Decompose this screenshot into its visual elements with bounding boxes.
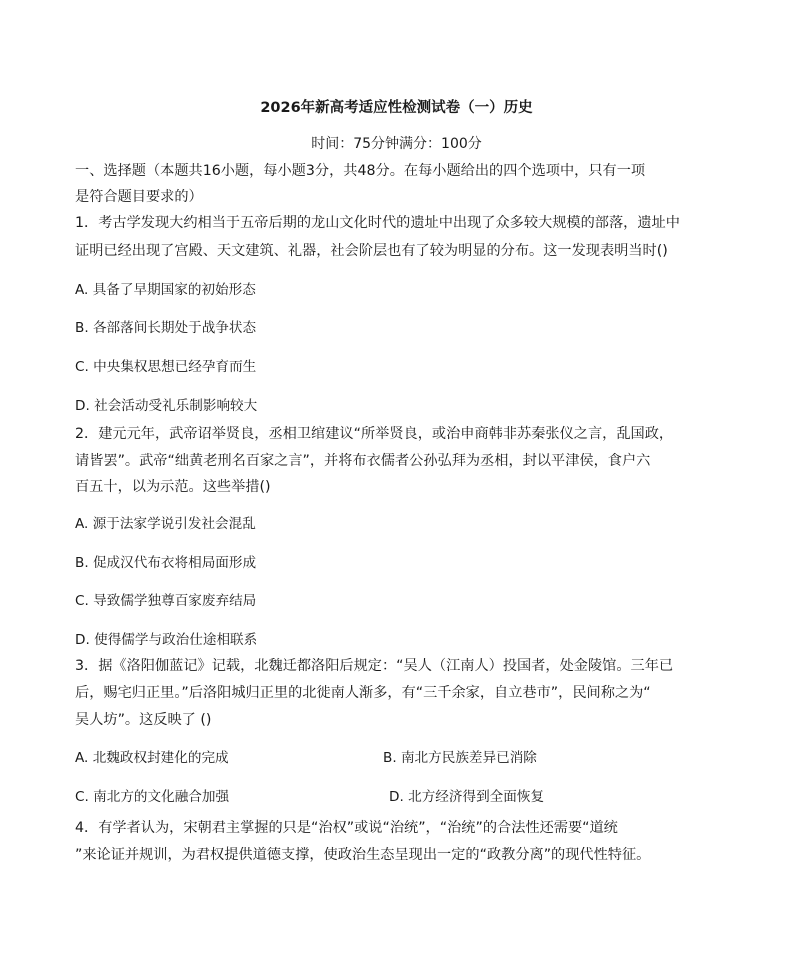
- exam-subtitle: 时间：75分钟满分：100分: [311, 136, 482, 152]
- question-2-line-3: 百五十，以为示范。这些举措(): [75, 479, 271, 495]
- question-2-line-1: 2．建元元年，武帝诏举贤良，丞相卫绾建议“所举贤良，或治申商韩非苏秦张仪之言，乱国政，: [75, 426, 674, 442]
- question-1-option-d: D. 社会活动受礼乐制影响较大: [75, 398, 258, 414]
- question-1-line-2: 证明已经出现了宫殿、天文建筑、礼器，社会阶层也有了较为明显的分布。这一发现表明当时(): [75, 243, 668, 259]
- question-1-option-a: A. 具备了早期国家的初始形态: [75, 282, 256, 298]
- section-instructions-line-1: 一、选择题（本题共16小题，每小题3分，共48分。在每小题给出的四个选项中，只有一项: [75, 163, 646, 179]
- question-4-line-1: 4．有学者认为，宋朝君主掌握的只是“治权”或说“治统”，“治统”的合法性还需要“道统: [75, 820, 618, 836]
- question-3-line-2: 后，赐宅归正里。”后洛阳城归正里的北徙南人渐多，有“三千余家，自立巷市”，民间称之为“: [75, 685, 651, 701]
- question-1-option-c: C. 中央集权思想已经孕育而生: [75, 359, 257, 375]
- question-2-line-2: 请皆罢”。武帝“绌黄老刑名百家之言”，并将布衣儒者公孙弘拜为丞相，封以平津侯，食户六: [75, 453, 651, 469]
- question-3-option-c: C. 南北方的文化融合加强: [75, 789, 230, 805]
- exam-title: 2026年新高考适应性检测试卷（一）历史: [260, 100, 533, 116]
- question-3-line-3: 吴人坊”。这反映了 (): [75, 712, 212, 728]
- question-2-option-d: D. 使得儒学与政治仕途相联系: [75, 632, 258, 648]
- question-1-option-b: B. 各部落间长期处于战争状态: [75, 320, 257, 336]
- question-3-option-a: A. 北魏政权封建化的完成: [75, 750, 229, 766]
- question-3-option-d: D. 北方经济得到全面恢复: [389, 789, 545, 805]
- question-3-option-b: B. 南北方民族差异已消除: [383, 750, 537, 766]
- question-3-line-1: 3．据《洛阳伽蓝记》记载，北魏迁都洛阳后规定：“吴人（江南人）投国者，处金陵馆。三年已: [75, 658, 674, 674]
- question-4-line-2: ”来论证并规训，为君权提供道德支撑，使政治生态呈现出一定的“政教分离”的现代性特征。: [75, 847, 651, 863]
- section-instructions-line-2: 是符合题目要求的）: [75, 189, 203, 205]
- question-2-option-c: C. 导致儒学独尊百家废弃结局: [75, 593, 257, 609]
- question-2-option-a: A. 源于法家学说引发社会混乱: [75, 516, 256, 532]
- question-1-line-1: 1．考古学发现大约相当于五帝后期的龙山文化时代的遗址中出现了众多较大规模的部落，遗址中: [75, 215, 680, 231]
- question-2-option-b: B. 促成汉代布衣将相局面形成: [75, 555, 257, 571]
